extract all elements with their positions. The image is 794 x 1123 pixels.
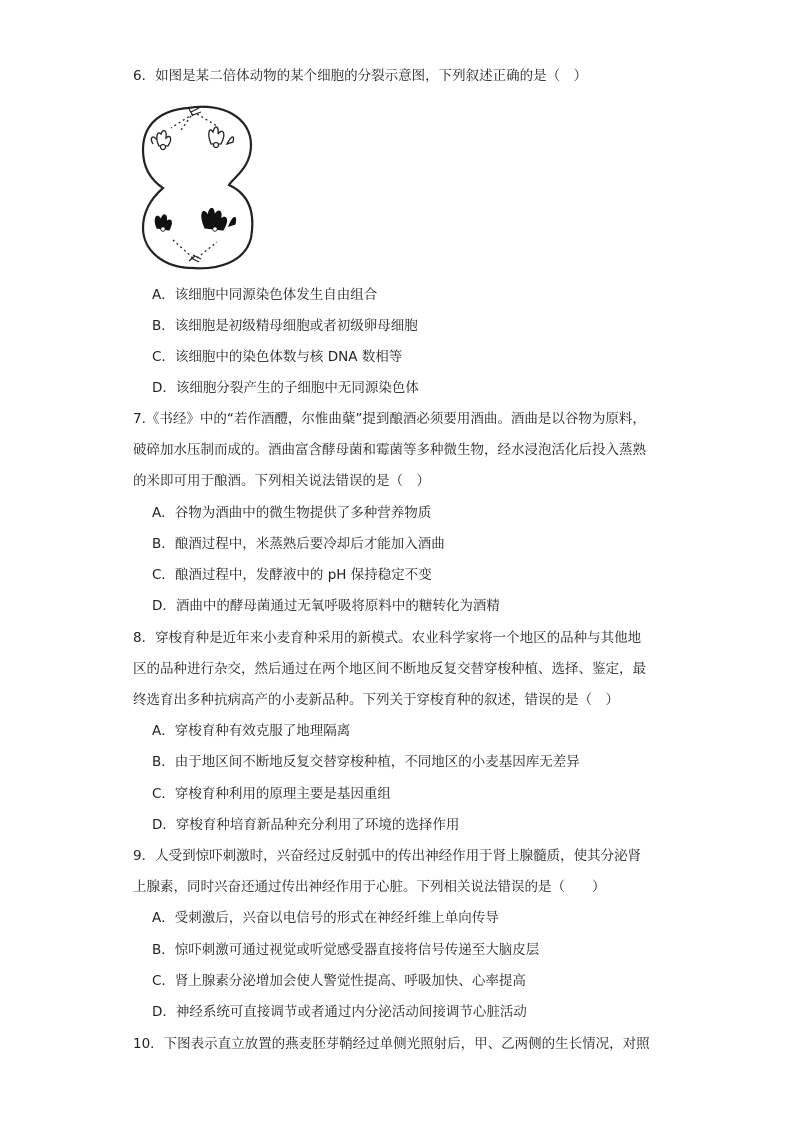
centromere-left bbox=[161, 227, 165, 231]
q8-option-c: C．穿梭育种利用的原理主要是基因重组 bbox=[152, 786, 391, 802]
q9-option-b: B．惊吓刺激可通过视觉或听觉感受器直接将信号传递至大脑皮层 bbox=[152, 942, 540, 958]
question-6-stem: 6．如图是某二倍体动物的某个细胞的分裂示意图，下列叙述正确的是（ ） bbox=[133, 68, 588, 84]
bottom-centriole bbox=[189, 255, 201, 262]
q8-option-d: D．穿梭育种培育新品种充分利用了环境的选择作用 bbox=[152, 817, 460, 833]
cell-division-diagram bbox=[133, 100, 263, 275]
bottom-spindle-fibers bbox=[173, 240, 217, 258]
question-8-stem-line-1: 8．穿梭育种是近年来小麦育种采用的新模式。农业科学家将一个地区的品种与其他地 bbox=[133, 630, 642, 646]
question-7-stem-line-2: 破碎加水压制而成的。酒曲富含酵母菌和霉菌等多种微生物，经水浸泡活化后投入蒸熟 bbox=[133, 442, 646, 458]
centromere-right bbox=[213, 227, 217, 231]
q7-option-a: A．谷物为酒曲中的微生物提供了多种营养物质 bbox=[152, 505, 432, 521]
top-chromosomes bbox=[151, 127, 233, 150]
q6-option-b: B．该细胞是初级精母细胞或者初级卵母细胞 bbox=[152, 318, 418, 334]
question-9-stem-line-1: 9．人受到惊吓刺激时，兴奋经过反射弧中的传出神经作用于肾上腺髓质，使其分泌肾 bbox=[133, 848, 642, 864]
q7-option-c: C．酿酒过程中，发酵液中的 pH 保持稳定不变 bbox=[152, 567, 432, 583]
q8-option-a: A．穿梭育种有效克服了地理隔离 bbox=[152, 723, 351, 739]
question-7-stem-line-1: 7.《书经》中的“若作酒醴，尔惟曲蘖”提到酿酒必须要用酒曲。酒曲是以谷物为原料， bbox=[133, 411, 646, 427]
question-8-stem-line-2: 区的品种进行杂交，然后通过在两个地区间不断地反复交替穿梭种植、选择、鉴定，最 bbox=[133, 661, 646, 677]
question-8-stem-line-3: 终选育出多种抗病高产的小麦新品种。下列关于穿梭育种的叙述，错误的是（ ） bbox=[133, 692, 619, 708]
q9-option-c: C．肾上腺素分泌增加会使人警觉性提高、呼吸加快、心率提高 bbox=[152, 973, 526, 989]
q9-option-d: D．神经系统可直接调节或者通过内分泌活动间接调节心脏活动 bbox=[152, 1004, 527, 1020]
cell-membrane bbox=[143, 107, 252, 269]
q7-option-d: D．酒曲中的酵母菌通过无氧呼吸将原料中的糖转化为酒精 bbox=[152, 598, 500, 614]
question-10-stem-line-1: 10．下图表示直立放置的燕麦胚芽鞘经过单侧光照射后，甲、乙两侧的生长情况，对照 bbox=[133, 1036, 650, 1052]
question-7-stem-line-3: 的米即可用于酿酒。下列相关说法错误的是（ ） bbox=[133, 473, 430, 489]
q6-option-d: D．该细胞分裂产生的子细胞中无同源染色体 bbox=[152, 380, 419, 396]
q9-option-a: A．受刺激后，兴奋以电信号的形式在神经纤维上单向传导 bbox=[152, 910, 499, 926]
question-9-stem-line-2: 上腺素，同时兴奋还通过传出神经作用于心脏。下列相关说法错误的是（ ） bbox=[133, 879, 606, 895]
q7-option-b: B．酿酒过程中，米蒸熟后要冷却后才能加入酒曲 bbox=[152, 536, 445, 552]
q6-option-c: C．该细胞中的染色体数与核 DNA 数相等 bbox=[152, 349, 403, 365]
top-spindle-fibers bbox=[171, 114, 217, 130]
q6-option-a: A．该细胞中同源染色体发生自由组合 bbox=[152, 287, 378, 303]
bottom-chromosomes bbox=[155, 209, 235, 231]
q8-option-b: B．由于地区间不断地反复交替穿梭种植，不同地区的小麦基因库无差异 bbox=[152, 754, 580, 770]
top-centriole bbox=[189, 108, 201, 116]
